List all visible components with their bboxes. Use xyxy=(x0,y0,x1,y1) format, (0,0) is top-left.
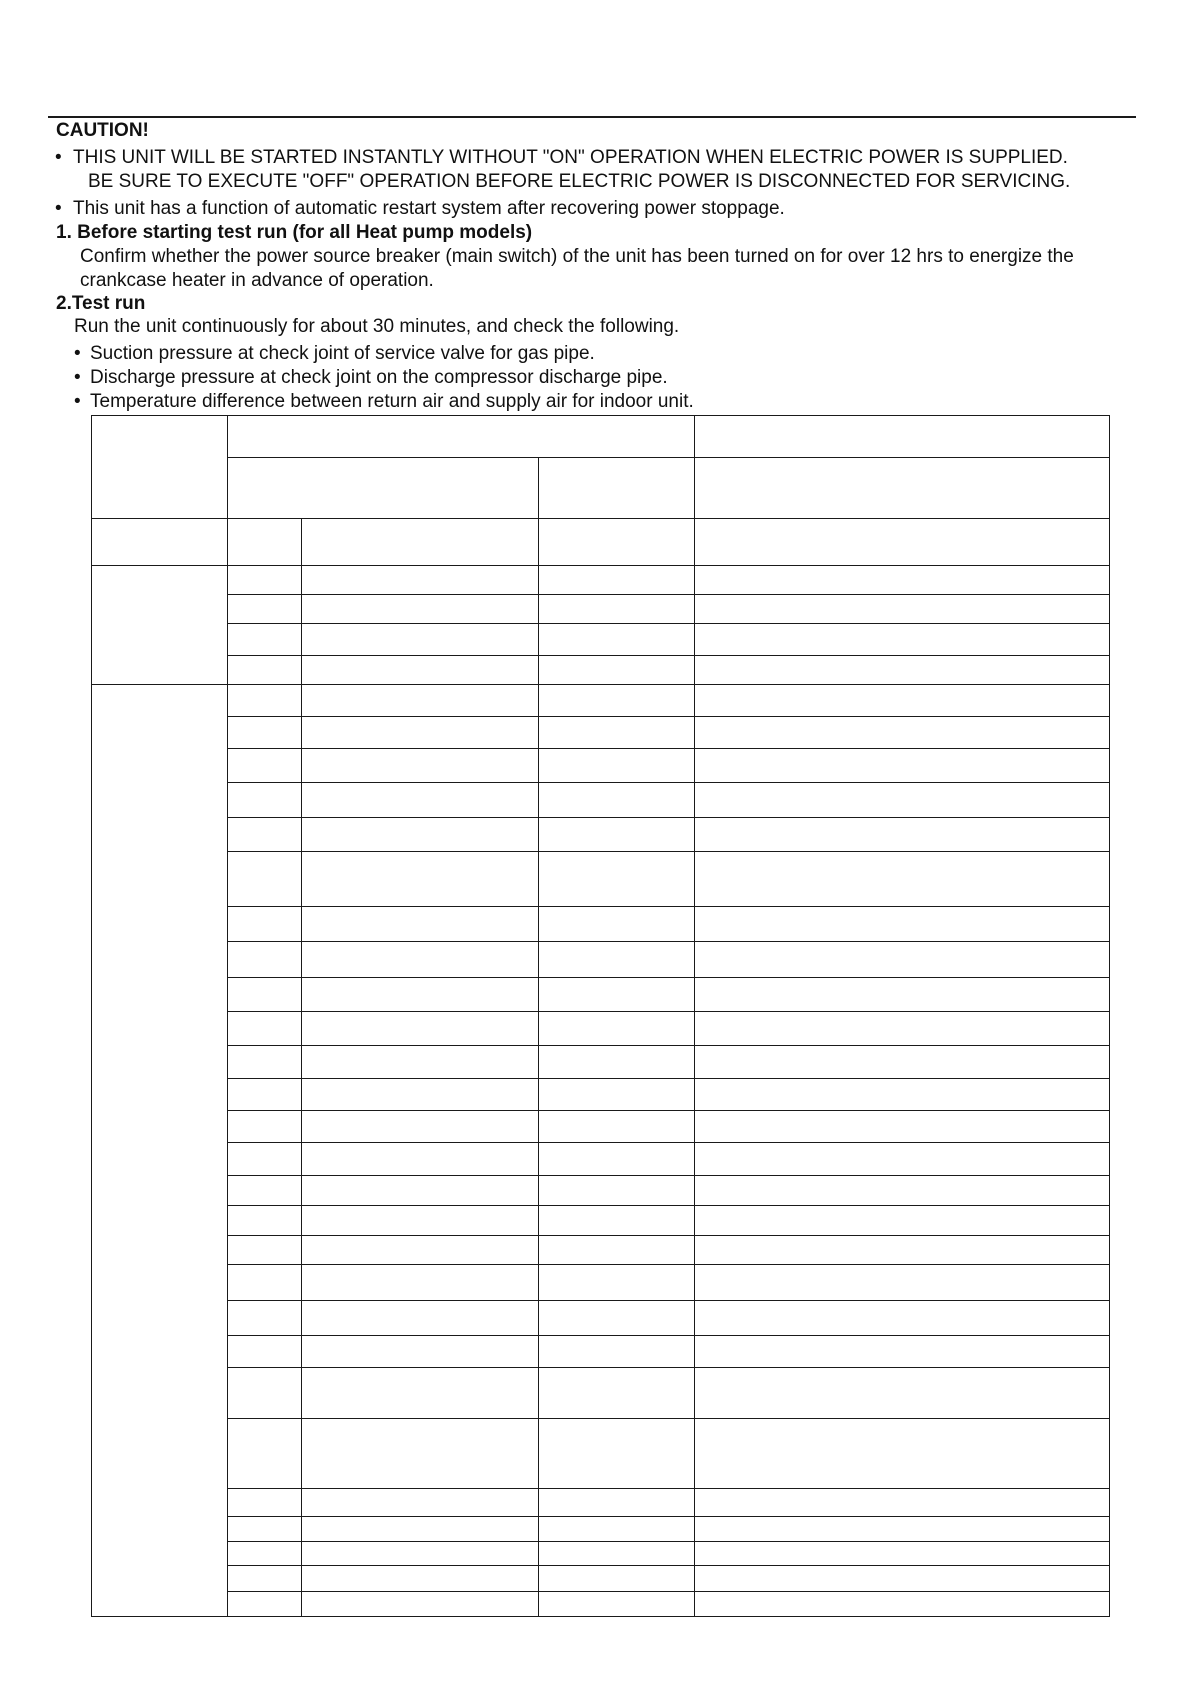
table-cell xyxy=(302,655,539,684)
table-group-cell xyxy=(92,566,228,684)
table-cell xyxy=(228,1517,302,1541)
table-cell xyxy=(302,1419,539,1489)
table-cell xyxy=(302,1143,539,1176)
table-cell xyxy=(695,623,1110,655)
table-cell xyxy=(539,1591,695,1616)
table-cell xyxy=(695,1565,1110,1591)
table-cell xyxy=(695,1079,1110,1111)
table-cell xyxy=(302,783,539,818)
table-cell xyxy=(302,1045,539,1078)
table-cell xyxy=(228,977,302,1011)
table-header-cell xyxy=(228,416,695,458)
table-cell xyxy=(695,1541,1110,1565)
table-cell xyxy=(302,566,539,594)
table-cell xyxy=(695,941,1110,977)
table-cell xyxy=(302,1206,539,1235)
table-cell xyxy=(302,1079,539,1111)
check-item-3: Temperature difference between return air and supply air for indoor unit. xyxy=(90,391,694,412)
table-header-cell xyxy=(228,458,539,519)
table-cell xyxy=(302,1489,539,1517)
table-cell xyxy=(539,716,695,748)
table-cell xyxy=(228,623,302,655)
table-cell xyxy=(539,1541,695,1565)
table-cell xyxy=(539,1300,695,1335)
table-cell xyxy=(539,818,695,852)
table-cell xyxy=(539,1045,695,1078)
caution-bullet-2: This unit has a function of automatic restart system after recovering power stoppage. xyxy=(73,198,785,219)
table-cell xyxy=(228,1111,302,1143)
table-cell xyxy=(228,1079,302,1111)
table-cell xyxy=(539,1111,695,1143)
table-cell xyxy=(228,852,302,906)
table-cell xyxy=(228,1300,302,1335)
table-cell xyxy=(695,1335,1110,1367)
table-cell xyxy=(539,623,695,655)
table-cell xyxy=(302,1517,539,1541)
top-rule xyxy=(48,116,1136,118)
table-cell xyxy=(539,1079,695,1111)
section-1-heading: 1. Before starting test run (for all Heat pump models) xyxy=(56,222,533,243)
table-cell xyxy=(539,594,695,623)
table-cell xyxy=(302,1367,539,1418)
caution-bullet-1-line-1: THIS UNIT WILL BE STARTED INSTANTLY WITHOUT "ON" OPERATION WHEN ELECTRIC POWER IS SUPPLIED. xyxy=(73,147,1068,168)
table-cell xyxy=(539,1176,695,1206)
table-cell xyxy=(539,1335,695,1367)
table-cell xyxy=(695,1176,1110,1206)
table-cell xyxy=(695,852,1110,906)
test-run-table xyxy=(91,415,1110,1617)
table-cell xyxy=(695,594,1110,623)
check-item-1: Suction pressure at check joint of service valve for gas pipe. xyxy=(90,343,595,364)
table-cell xyxy=(228,1045,302,1078)
table-cell xyxy=(695,716,1110,748)
table-cell xyxy=(539,655,695,684)
table-cell xyxy=(539,566,695,594)
table-cell xyxy=(539,1011,695,1045)
table-cell xyxy=(302,749,539,783)
table-cell xyxy=(302,818,539,852)
table-cell xyxy=(228,749,302,783)
bullet-marker: • xyxy=(74,391,81,412)
table-cell xyxy=(695,1367,1110,1418)
table-cell xyxy=(228,655,302,684)
table-cell xyxy=(695,684,1110,716)
table-cell xyxy=(302,906,539,941)
table-cell xyxy=(228,1591,302,1616)
table-cell xyxy=(228,941,302,977)
table-cell xyxy=(695,783,1110,818)
section-1-body-line-1: Confirm whether the power source breaker (main switch) of the unit has been turned on for over 12 hrs to energize the xyxy=(80,246,1074,267)
table-cell xyxy=(695,566,1110,594)
table-cell xyxy=(228,906,302,941)
table-cell xyxy=(228,1143,302,1176)
table-cell xyxy=(302,1565,539,1591)
table-cell xyxy=(228,818,302,852)
table-cell xyxy=(695,1045,1110,1078)
table-cell xyxy=(228,1367,302,1418)
table-cell xyxy=(695,1591,1110,1616)
bullet-marker: • xyxy=(55,198,62,219)
table-cell xyxy=(302,684,539,716)
bullet-marker: • xyxy=(74,343,81,364)
table-cell xyxy=(302,852,539,906)
table-cell xyxy=(539,783,695,818)
table-cell xyxy=(228,1489,302,1517)
table-cell xyxy=(228,566,302,594)
table-cell xyxy=(695,818,1110,852)
table-cell xyxy=(539,1517,695,1541)
table-cell xyxy=(695,977,1110,1011)
table-cell xyxy=(539,749,695,783)
table-cell xyxy=(302,1541,539,1565)
table-cell xyxy=(302,977,539,1011)
table-cell xyxy=(539,852,695,906)
table-cell xyxy=(228,519,302,566)
table-cell xyxy=(539,1565,695,1591)
table-cell xyxy=(302,1111,539,1143)
table-cell xyxy=(695,1206,1110,1235)
table-cell xyxy=(302,1335,539,1367)
table-cell xyxy=(302,623,539,655)
table-cell xyxy=(228,594,302,623)
table-cell xyxy=(539,1206,695,1235)
table-cell xyxy=(695,1011,1110,1045)
table-cell xyxy=(302,1264,539,1300)
table-cell xyxy=(695,906,1110,941)
table-cell xyxy=(228,1206,302,1235)
table-cell xyxy=(302,941,539,977)
caution-bullet-1-line-2: BE SURE TO EXECUTE "OFF" OPERATION BEFORE ELECTRIC POWER IS DISCONNECTED FOR SERVICING. xyxy=(88,171,1071,192)
table-cell xyxy=(695,519,1110,566)
table-cell xyxy=(539,684,695,716)
table-cell xyxy=(228,1541,302,1565)
table-cell xyxy=(302,1176,539,1206)
bullet-marker: • xyxy=(55,147,62,168)
table-header-cell xyxy=(695,458,1110,519)
table-cell xyxy=(695,1300,1110,1335)
table-cell xyxy=(695,1143,1110,1176)
table-cell xyxy=(302,519,539,566)
table-cell xyxy=(228,1235,302,1264)
table-cell xyxy=(302,716,539,748)
table-header-cell xyxy=(92,416,228,519)
table-cell xyxy=(228,1011,302,1045)
table-cell xyxy=(539,1264,695,1300)
table-group-cell xyxy=(92,684,228,1616)
table-cell xyxy=(695,1111,1110,1143)
table-cell xyxy=(539,941,695,977)
table-cell xyxy=(302,1011,539,1045)
table-cell xyxy=(228,1176,302,1206)
table-cell xyxy=(302,1591,539,1616)
table-cell xyxy=(228,783,302,818)
table-cell xyxy=(539,906,695,941)
table-cell xyxy=(539,1367,695,1418)
check-item-2: Discharge pressure at check joint on the compressor discharge pipe. xyxy=(90,367,668,388)
table-cell xyxy=(228,1335,302,1367)
section-2-heading: 2.Test run xyxy=(56,293,146,314)
table-cell xyxy=(695,655,1110,684)
table-cell xyxy=(228,716,302,748)
table-cell xyxy=(302,1235,539,1264)
table-cell xyxy=(92,519,228,566)
table-cell xyxy=(228,1565,302,1591)
table-cell xyxy=(695,1517,1110,1541)
table-cell xyxy=(695,1235,1110,1264)
section-1-body-line-2: crankcase heater in advance of operation. xyxy=(80,270,434,291)
table-cell xyxy=(539,1489,695,1517)
table-cell xyxy=(695,749,1110,783)
table-cell xyxy=(539,1235,695,1264)
table-cell xyxy=(539,1419,695,1489)
table-cell xyxy=(539,977,695,1011)
table-cell xyxy=(302,1300,539,1335)
section-2-intro: Run the unit continuously for about 30 minutes, and check the following. xyxy=(74,316,680,337)
table-cell xyxy=(228,1419,302,1489)
table-cell xyxy=(695,1489,1110,1517)
table-cell xyxy=(228,1264,302,1300)
table-cell xyxy=(695,1264,1110,1300)
caution-title: CAUTION! xyxy=(56,120,149,141)
table-cell xyxy=(539,1143,695,1176)
table-cell xyxy=(302,594,539,623)
bullet-marker: • xyxy=(74,367,81,388)
table-cell xyxy=(228,684,302,716)
table-header-cell xyxy=(539,458,695,519)
table-cell xyxy=(695,1419,1110,1489)
table-header-cell xyxy=(695,416,1110,458)
table-cell xyxy=(539,519,695,566)
